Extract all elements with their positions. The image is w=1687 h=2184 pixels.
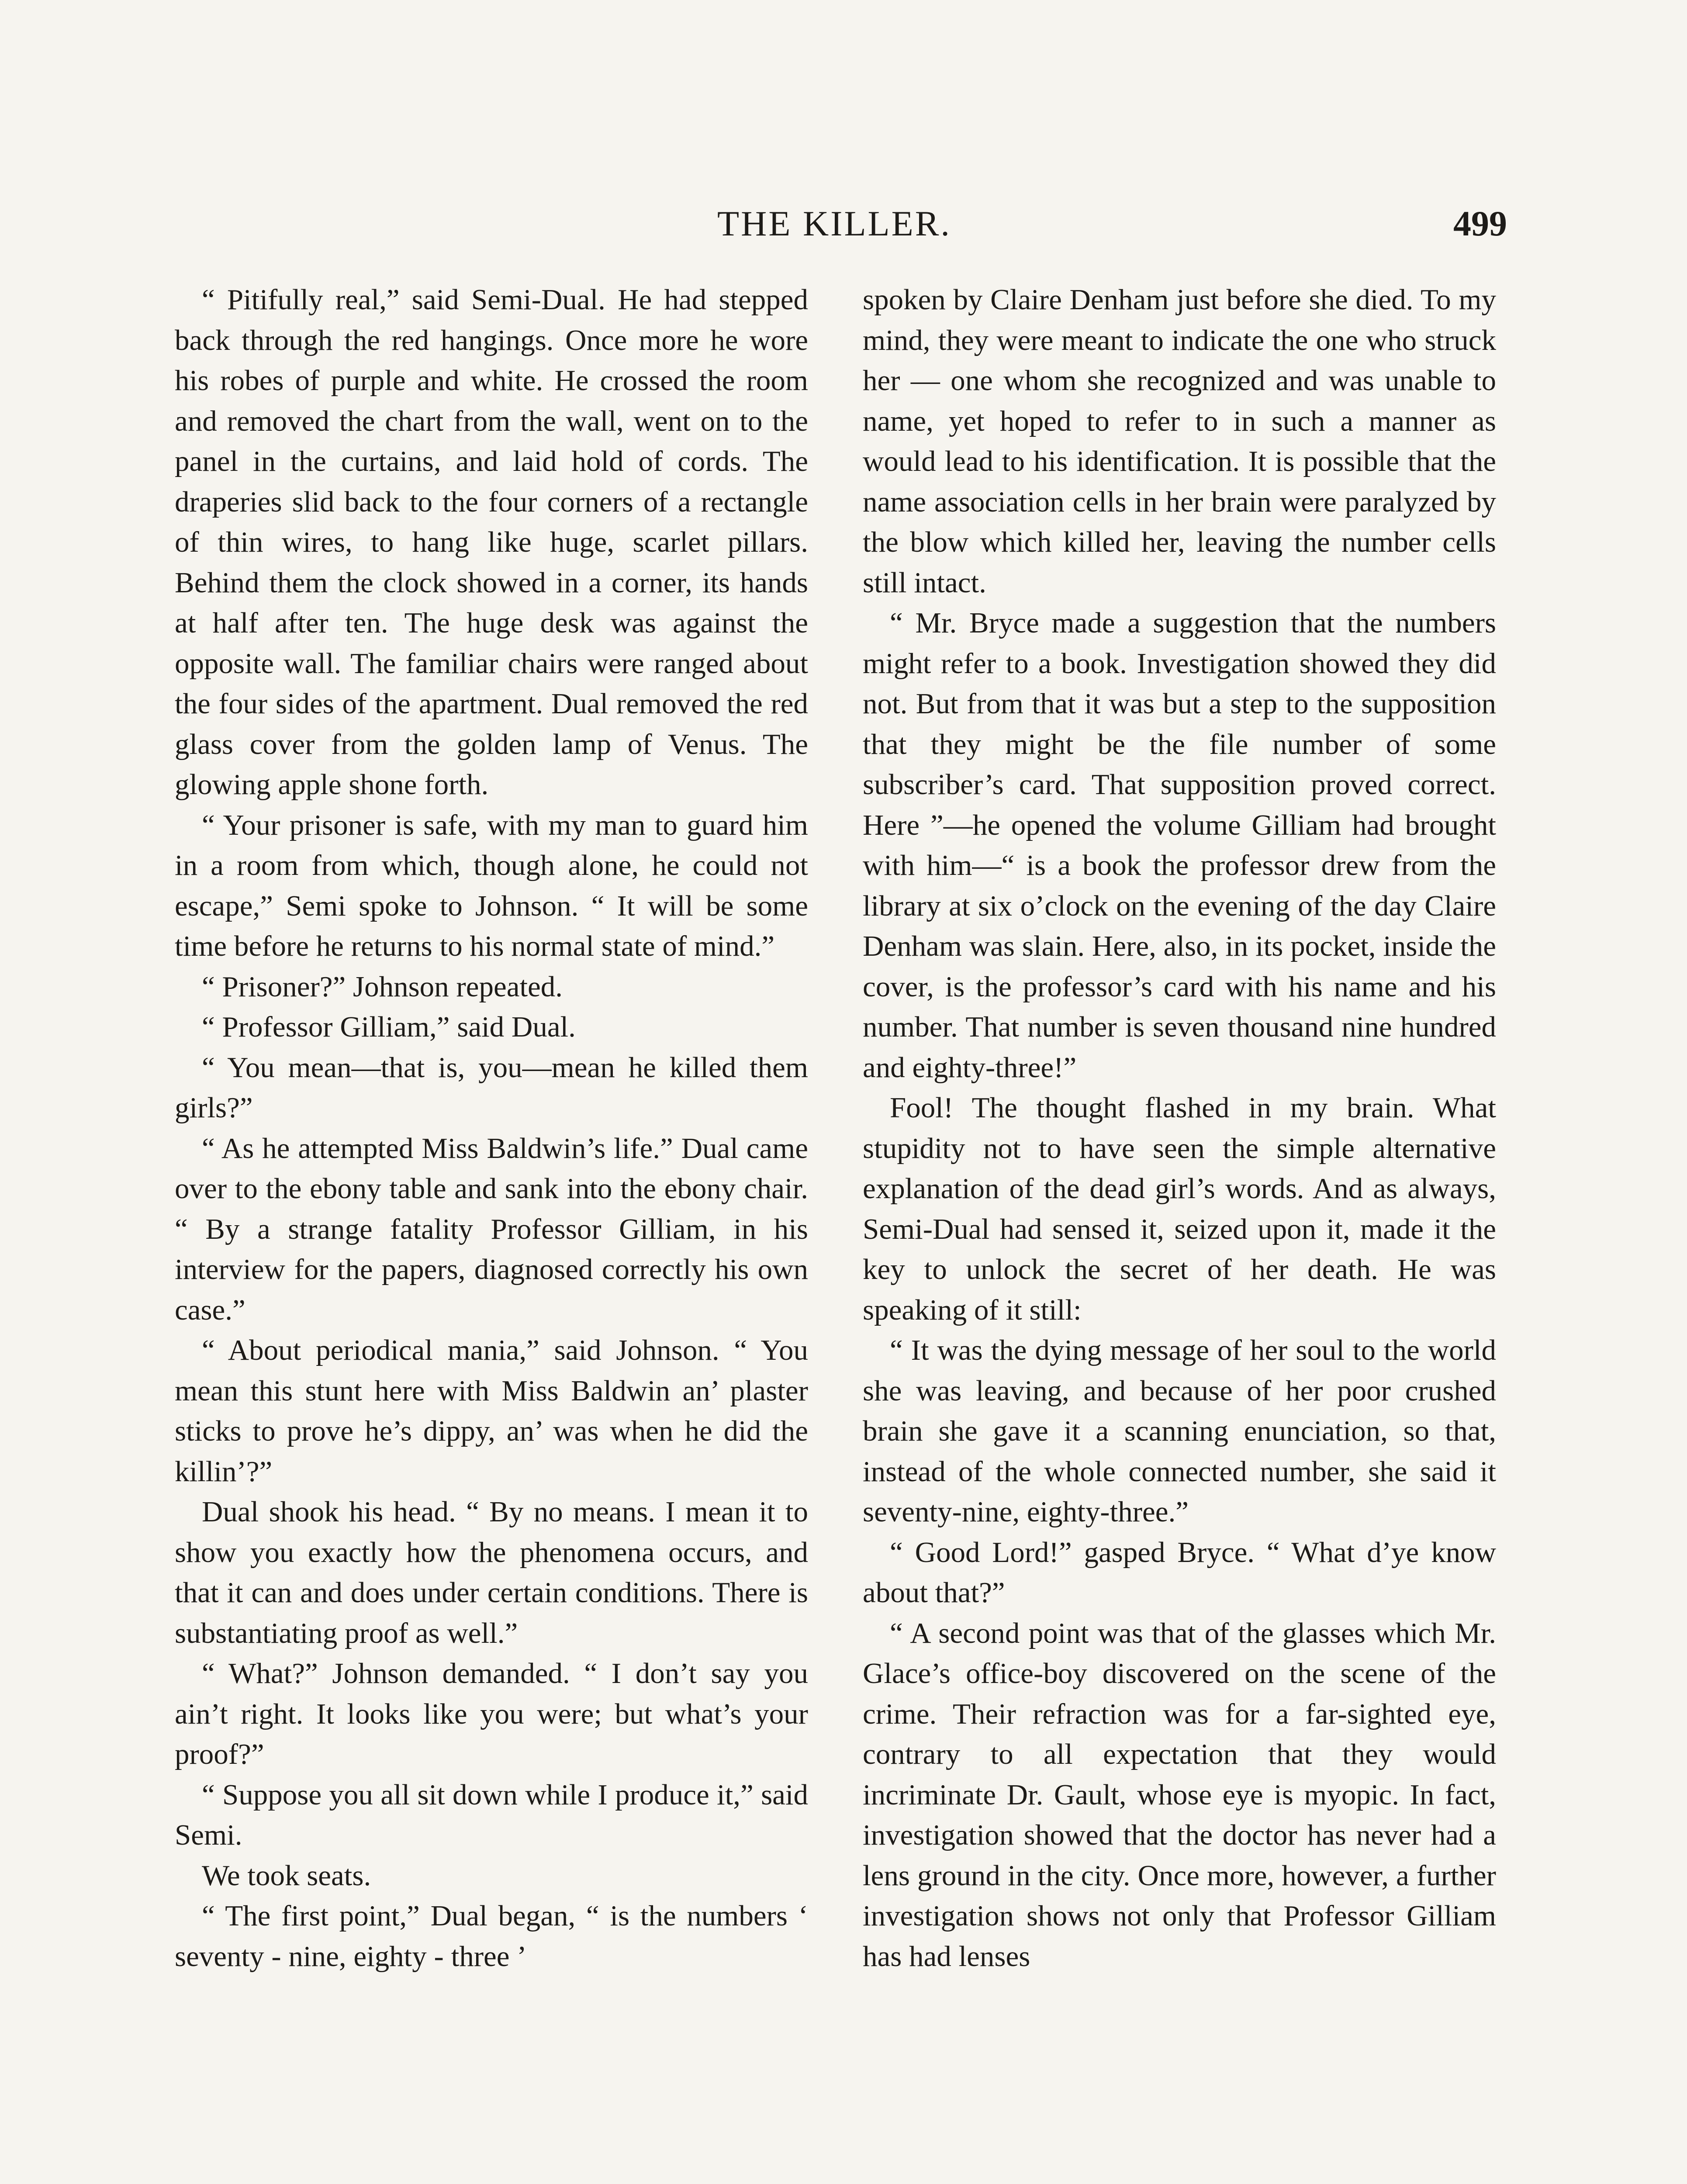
paragraph: Dual shook his head. “ By no means. I mean it to show you exactly how the phenomena occurs, and that it can and does under certain conditions. There is substantiating proof as well.” [175,1496,808,1649]
page-header [175,203,1507,251]
paragraph: “ About periodical mania,” said Johnson. “ You mean this stunt here with Miss Baldwin an’ plaster sticks to prove he’s dippy, an’ was when he did the killin’?” [175,1334,808,1488]
paragraph: “ You mean—that is, you—mean he killed them girls?” [175,1051,808,1124]
paragraph: “ Mr. Bryce made a suggestion that the numbers might refer to a book. Investigation showed they did not. But from that it was but a step to the supposition that they might be the file number of some subscriber’s card. That supposition proved correct. Here ”—he opened the volume Gilliam had brought with him—“ is a book the professor drew from the library at six o’clock on the evening of the day Claire Denham was slain. Here, also, in its pocket, inside the cover, is the professor’s card with his name and his number. That number is seven thousand nine hundred and eighty-three!” [863,607,1496,1084]
page-number: 499 [1453,204,1507,243]
paragraph: “ Prisoner?” Johnson repeated. [202,970,563,1003]
paragraph: Fool! The thought flashed in my brain. What stupidity not to have seen the simple alternative explanation of the dead girl’s words. And as always, Semi-Dual had sensed it, seized upon it, made it the key to unlock the secret of her death. He was speaking of it still: [863,1092,1496,1326]
paragraph: “ It was the dying message of her soul to the world she was leaving, and because of her poor crushed brain she gave it a scanning enunciation, so that, instead of the whole connected number, she said it seventy-nine, eighty-three.” [863,1334,1496,1528]
running-title: THE KILLER. [717,204,951,243]
left-column [175,280,808,1977]
paragraph: “ What?” Johnson demanded. “ I don’t say you ain’t right. It looks like you were; but what’s your proof?” [175,1657,808,1770]
paragraph: “ The first point,” Dual began, “ is the numbers ‘ seventy - nine, eighty - three ’ [175,1900,808,1973]
paragraph: We took seats. [202,1859,371,1892]
right-column [863,280,1496,1977]
paragraph-continued: spoken by Claire Denham just before she died. To my mind, they were meant to indicate the one who struck her — one whom she recognized and was unable to name, yet hoped to refer to in such a manner as would lead to his identification. It is possible that the name association cells in her brain were paralyzed by the blow which killed her, leaving the number cells still intact. [863,283,1496,599]
paragraph: “ Suppose you all sit down while I produce it,” said Semi. [175,1778,808,1851]
paragraph: “ Good Lord!” gasped Bryce. “ What d’ye know about that?” [863,1536,1496,1609]
paragraph: “ As he attempted Miss Baldwin’s life.” Dual came over to the ebony table and sank into the ebony chair. “ By a strange fatality Professor Gilliam, in his interview for the papers, diagnosed correctly his own case.” [175,1132,808,1326]
paragraph: “ Pitifully real,” said Semi-Dual. He had stepped back through the red hangings. Once more he wore his robes of purple and white. He crossed the room and removed the chart from the wall, went on to the panel in the curtains, and laid hold of cords. The draperies slid back to the four corners of a rectangle of thin wires, to hang like huge, scarlet pillars. Behind them the clock showed in a corner, its hands at half after ten. The huge desk was against the opposite wall. The familiar chairs were ranged about the four sides of the apartment. Dual removed the red glass cover from the golden lamp of Venus. The glowing apple shone forth. [175,283,808,801]
paragraph: “ Professor Gilliam,” said Dual. [202,1011,576,1043]
paragraph: “ A second point was that of the glasses which Mr. Glace’s office-boy discovered on the scene of the crime. Their refraction was for a far-sighted eye, contrary to all expectation that they would incriminate Dr. Gault, whose eye is myopic. In fact, investigation showed that the doctor has never had a lens ground in the city. Once more, however, a further investigation shows not only that Professor Gilliam has had lenses [863,1617,1496,1973]
paragraph: “ Your prisoner is safe, with my man to guard him in a room from which, though alone, he could not escape,” Semi spoke to Johnson. “ It will be some time before he returns to his normal state of mind.” [175,809,808,962]
